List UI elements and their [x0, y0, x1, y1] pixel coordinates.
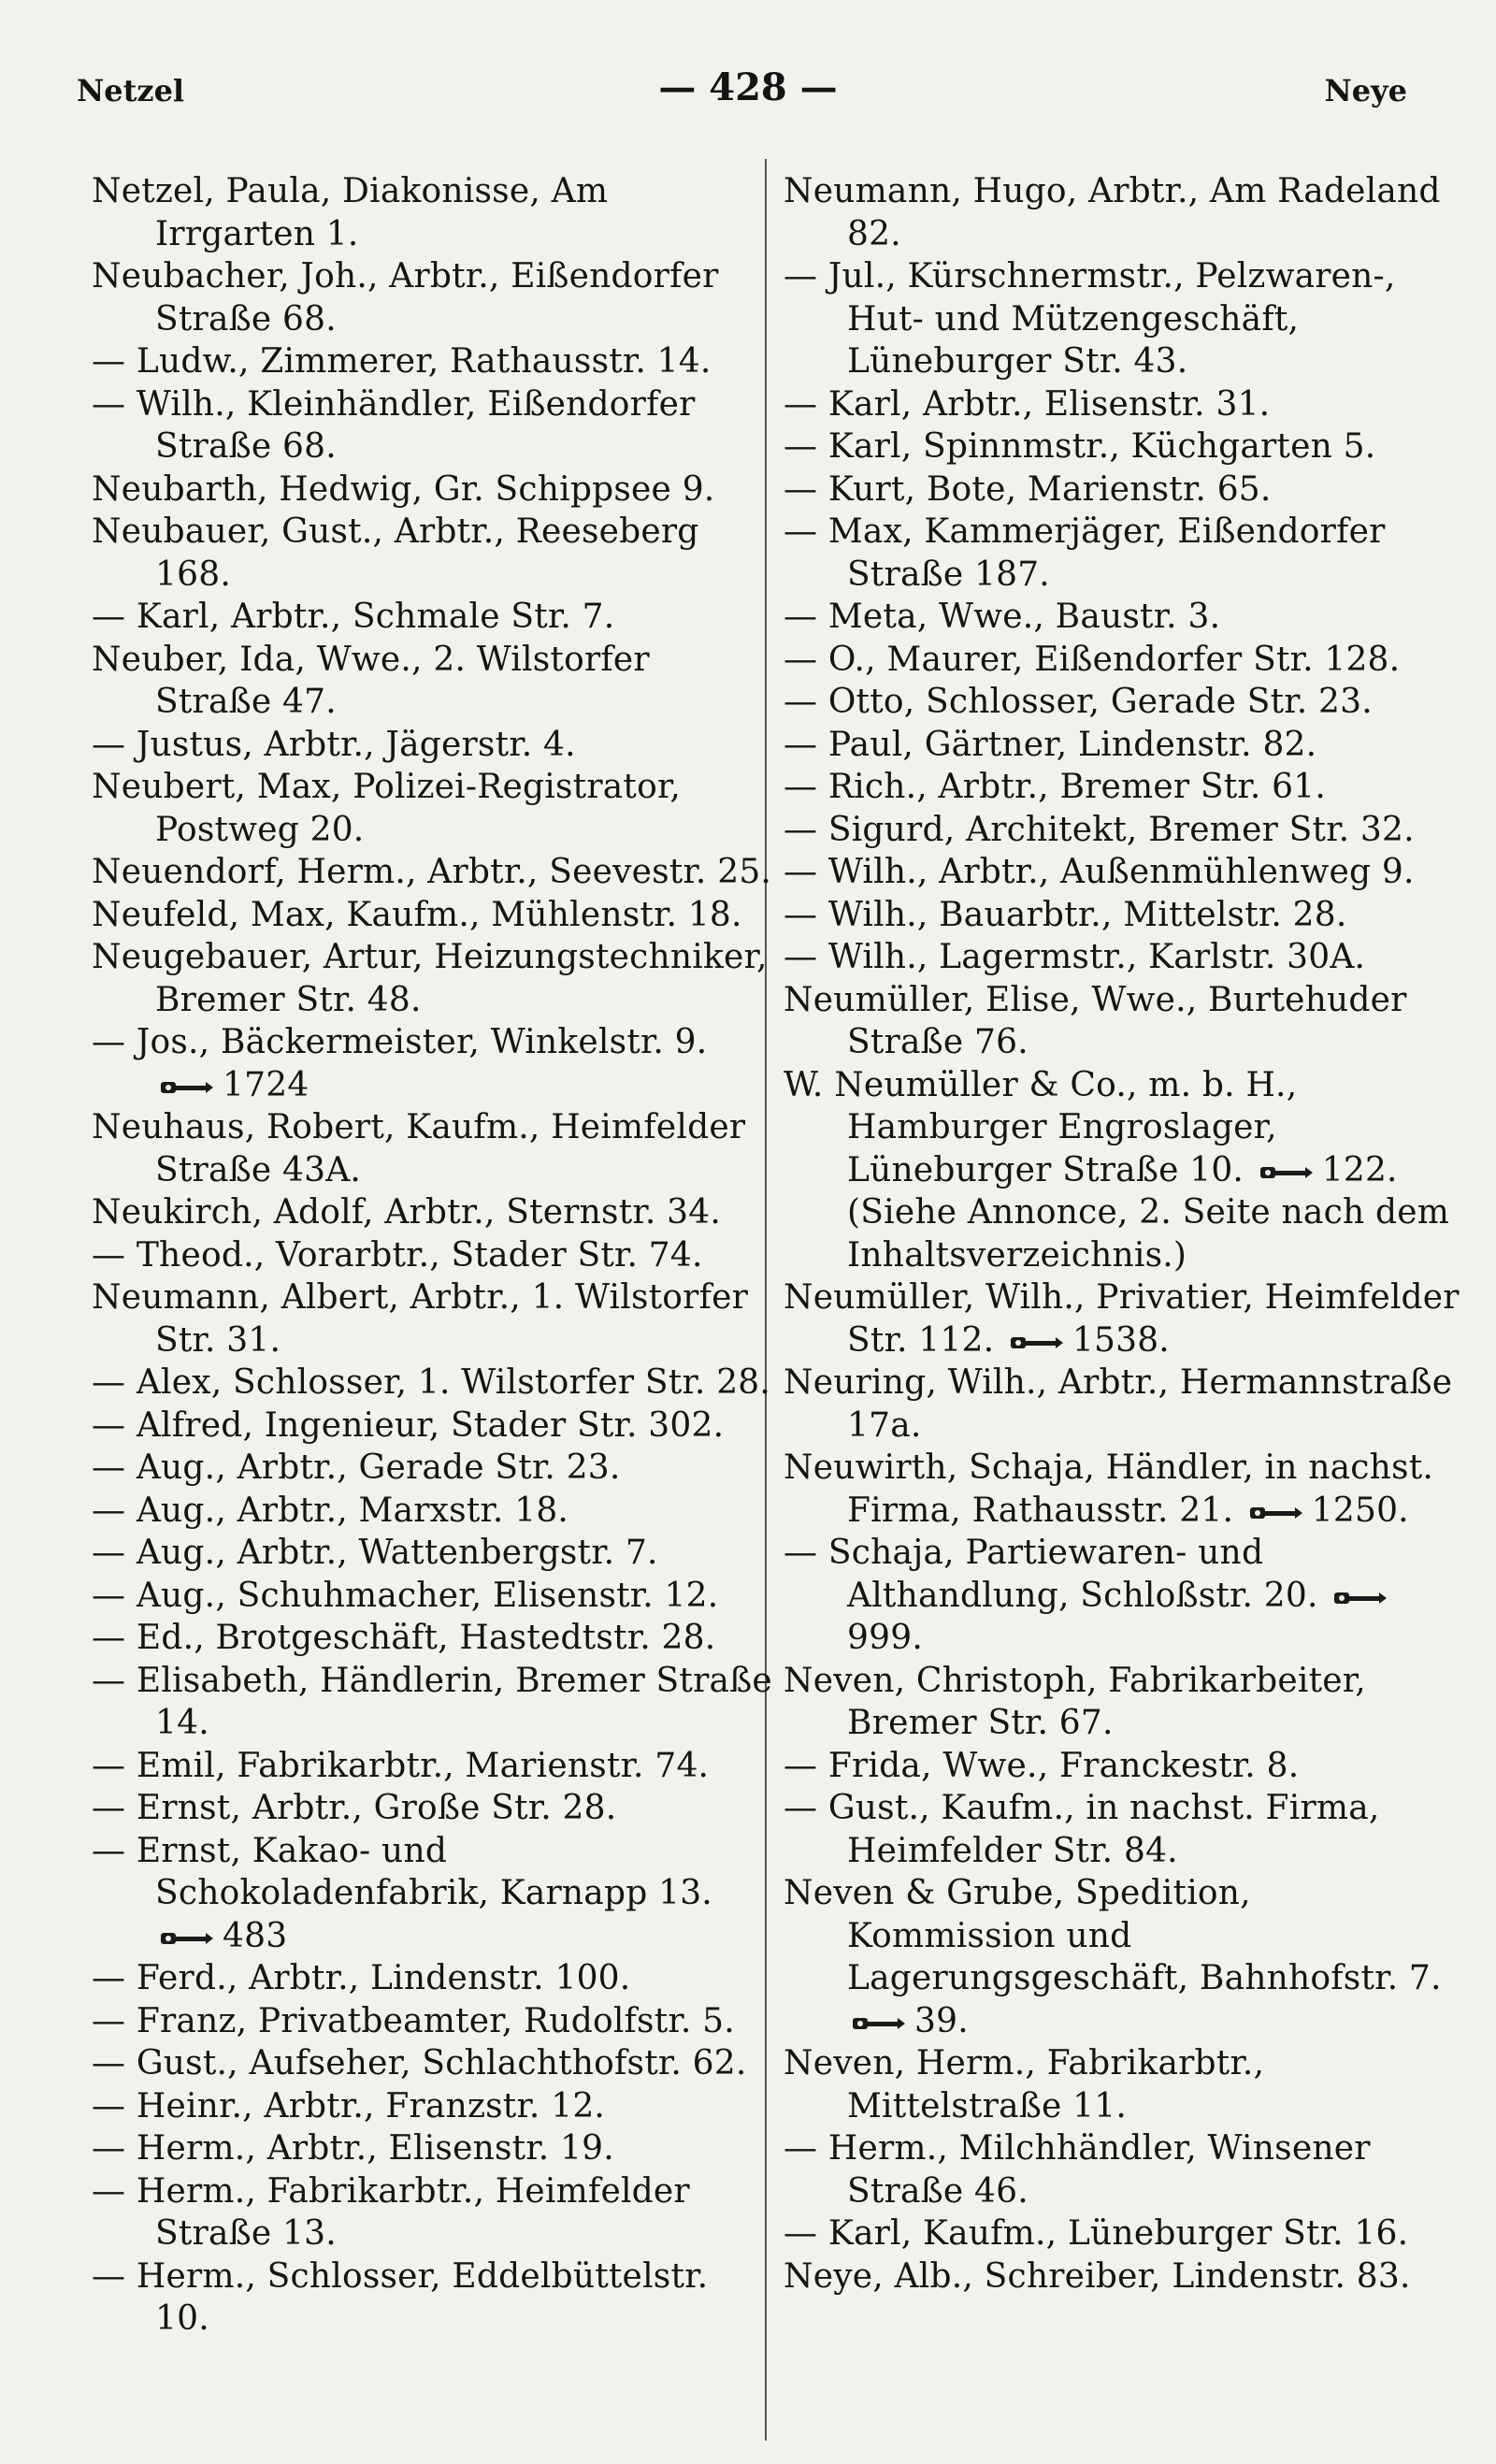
directory-entry	[784, 681, 1464, 724]
entry-text: Neumüller, Wilh., Privatier, Heimfelder Str. 112.	[784, 1278, 1460, 1360]
phone-number: 1250.	[1311, 1491, 1409, 1530]
telephone-icon	[159, 1078, 215, 1097]
entry-text: Neuring, Wilh., Arbtr., Hermannstraße 17a.	[784, 1363, 1453, 1445]
directory-entry	[92, 724, 772, 767]
directory-entry	[92, 936, 772, 1021]
entry-text: Neugebauer, Artur, Heizungstechniker, Bremer Str. 48.	[92, 938, 768, 1019]
directory-entry	[784, 1532, 1464, 1660]
directory-entry	[92, 1021, 772, 1106]
page-number: — 428 —	[658, 65, 838, 109]
entry-text: — Karl, Arbtr., Schmale Str. 7.	[92, 598, 615, 636]
entry-text: Neubarth, Hedwig, Gr. Schippsee 9.	[92, 469, 715, 509]
directory-entry	[784, 255, 1464, 383]
directory-entry	[784, 596, 1464, 639]
entry-text: — Heinr., Arbtr., Franzstr. 12.	[92, 2086, 606, 2125]
left-column	[92, 170, 772, 2341]
directory-entry	[92, 1787, 772, 1830]
entry-text: — Alfred, Ingenieur, Stader Str. 302.	[92, 1405, 725, 1445]
entry-text: Neye, Alb., Schreiber, Lindenstr. 83.	[784, 2256, 1411, 2296]
directory-entry	[784, 1872, 1464, 2042]
entry-text: — Herm., Arbtr., Elisenstr. 19.	[92, 2129, 614, 2168]
directory-entry	[784, 170, 1464, 255]
directory-entry	[784, 383, 1464, 426]
directory-entry	[92, 2000, 772, 2043]
entry-text: — Otto, Schlosser, Gerade Str. 23.	[784, 683, 1373, 721]
entry-text: — Ed., Brotgeschäft, Hastedtstr. 28.	[92, 1619, 716, 1657]
directory-entry	[92, 639, 772, 724]
entry-text: — Rich., Arbtr., Bremer Str. 61.	[784, 768, 1327, 806]
directory-entry	[92, 2042, 772, 2085]
directory-entry	[92, 2085, 772, 2128]
entry-text: — Justus, Arbtr., Jägerstr. 4.	[92, 725, 576, 764]
entry-text: — Paul, Gärtner, Lindenstr. 82.	[784, 725, 1317, 764]
directory-entry	[784, 936, 1464, 979]
entry-text: — Max, Kammerjäger, Eißendorfer Straße 187.	[784, 512, 1386, 594]
entry-text: — Elisabeth, Händlerin, Bremer Straße 14.	[92, 1661, 772, 1742]
entry-text: — Aug., Arbtr., Wattenbergstr. 7.	[92, 1534, 658, 1572]
entry-text: Neubauer, Gust., Arbtr., Reeseberg 168.	[92, 512, 699, 594]
directory-entry	[784, 979, 1464, 1064]
phone-number: 122.	[1321, 1150, 1398, 1189]
entry-text: — Wilh., Lagermstr., Karlstr. 30A.	[784, 938, 1366, 976]
entry-text: — Wilh., Kleinhändler, Eißendorfer Straße 68.	[92, 384, 696, 466]
entry-text: W. Neumüller & Co., m. b. H., Hamburger Engroslager, Lüneburger Straße 10.	[784, 1065, 1298, 1189]
phone-number: 1538.	[1072, 1320, 1170, 1360]
header-right-word: Neye	[1324, 73, 1407, 108]
telephone-icon	[1009, 1333, 1065, 1352]
directory-entry	[92, 1660, 772, 1745]
directory-entry	[92, 596, 772, 639]
directory-entry	[92, 511, 772, 596]
directory-entry	[784, 425, 1464, 468]
entry-text: — Herm., Milchhändler, Winsener Straße 46.	[784, 2129, 1371, 2211]
directory-entry	[784, 2255, 1464, 2298]
directory-entry	[784, 511, 1464, 596]
directory-entry	[92, 2170, 772, 2255]
directory-entry	[92, 766, 772, 851]
entry-text: — Jos., Bäckermeister, Winkelstr. 9.	[92, 1023, 708, 1061]
directory-entry	[784, 2042, 1464, 2127]
entry-text: — Kurt, Bote, Marienstr. 65.	[784, 469, 1272, 509]
entry-text: Neumann, Albert, Arbtr., 1. Wilstorfer Str. 31.	[92, 1278, 749, 1360]
directory-entry	[92, 1830, 772, 1958]
directory-entry	[92, 1234, 772, 1277]
directory-entry	[784, 1787, 1464, 1872]
directory-entry	[784, 724, 1464, 767]
directory-entry	[92, 1490, 772, 1533]
directory-entry	[784, 809, 1464, 852]
entry-text: — Wilh., Bauarbtr., Mittelstr. 28.	[784, 895, 1347, 934]
entry-text: Neufeld, Max, Kaufm., Mühlenstr. 18.	[92, 895, 742, 934]
entry-text: — Frida, Wwe., Franckestr. 8.	[784, 1746, 1300, 1785]
entry-text: — Theod., Vorarbtr., Stader Str. 74.	[92, 1235, 703, 1275]
directory-entry	[784, 1447, 1464, 1532]
directory-entry	[92, 1191, 772, 1234]
entry-text: — Wilh., Arbtr., Außenmühlenweg 9.	[784, 853, 1415, 891]
directory-entry	[92, 1957, 772, 2000]
directory-entry	[92, 1362, 772, 1405]
telephone-icon	[851, 2014, 907, 2033]
entry-text: — Emil, Fabrikarbtr., Marienstr. 74.	[92, 1746, 710, 1785]
right-column	[784, 170, 1464, 2298]
directory-entry	[784, 1362, 1464, 1447]
entry-text: Neubacher, Joh., Arbtr., Eißendorfer Straße 68.	[92, 257, 719, 339]
entry-text: — O., Maurer, Eißendorfer Str. 128.	[784, 640, 1401, 679]
directory-entry	[92, 255, 772, 340]
directory-entry	[92, 1447, 772, 1490]
directory-entry	[784, 894, 1464, 937]
header-left-word: Netzel	[77, 73, 185, 108]
entry-text: Neven, Herm., Fabrikarbtr., Mittelstraße 11.	[784, 2044, 1265, 2125]
directory-entry	[92, 2255, 772, 2341]
telephone-icon	[1259, 1163, 1315, 1182]
directory-entry	[92, 1575, 772, 1618]
directory-entry	[784, 851, 1464, 894]
entry-text: — Meta, Wwe., Baustr. 3.	[784, 598, 1221, 636]
entry-text: Neumann, Hugo, Arbtr., Am Radeland 82.	[784, 172, 1441, 253]
directory-entry	[784, 766, 1464, 809]
entry-text: — Gust., Aufseher, Schlachthofstr. 62.	[92, 2044, 747, 2082]
entry-text: Neuwirth, Schaja, Händler, in nachst. Firma, Rathausstr. 21.	[784, 1448, 1434, 1530]
entry-text: — Karl, Arbtr., Elisenstr. 31.	[784, 384, 1271, 424]
entry-text: — Karl, Spinnmstr., Küchgarten 5.	[784, 427, 1376, 466]
phone-number: 483	[223, 1916, 288, 1955]
directory-entry	[784, 1745, 1464, 1788]
entry-text: — Ferd., Arbtr., Lindenstr. 100.	[92, 1959, 631, 1997]
phone-number: 39.	[914, 2001, 969, 2040]
entry-text: Neuendorf, Herm., Arbtr., Seevestr. 25.	[92, 853, 772, 891]
entry-text: Neven & Grube, Spedition, Kommission und Lagerungsgeschäft, Bahnhofstr. 7.	[784, 1874, 1442, 1997]
entry-text: — Alex, Schlosser, 1. Wilstorfer Str. 28.	[92, 1363, 771, 1402]
directory-entry	[92, 1617, 772, 1660]
entry-text: Neukirch, Adolf, Arbtr., Sternstr. 34.	[92, 1193, 721, 1232]
entry-text: — Aug., Schuhmacher, Elisenstr. 12.	[92, 1576, 719, 1615]
directory-entry	[92, 340, 772, 383]
entry-text: — Aug., Arbtr., Marxstr. 18.	[92, 1491, 569, 1530]
entry-text: — Karl, Kaufm., Lüneburger Str. 16.	[784, 2214, 1409, 2253]
entry-text: — Herm., Schlosser, Eddelbüttelstr. 10.	[92, 2256, 709, 2338]
entry-text: — Schaja, Partiewaren- und Althandlung, Schloßstr. 20.	[784, 1534, 1318, 1615]
entry-text: — Jul., Kürschnermstr., Pelzwaren-, Hut- und Mützengeschäft, Lüneburger Str. 43.	[784, 257, 1396, 381]
directory-entry	[92, 2127, 772, 2170]
directory-entry	[784, 2212, 1464, 2255]
directory-entry	[92, 383, 772, 468]
directory-entry	[92, 1745, 772, 1788]
phone-number: 1724	[223, 1065, 309, 1104]
directory-entry	[784, 639, 1464, 682]
telephone-icon	[1332, 1589, 1388, 1607]
directory-entry	[92, 1405, 772, 1448]
entry-text: — Sigurd, Architekt, Bremer Str. 32.	[784, 810, 1415, 849]
entry-text: Neven, Christoph, Fabrikarbeiter, Bremer Str. 67.	[784, 1661, 1366, 1742]
directory-entry	[92, 894, 772, 937]
entry-text: Neumüller, Elise, Wwe., Burtehuder Straße 76.	[784, 980, 1407, 1061]
phone-number: 999.	[847, 1619, 923, 1657]
entry-note: (Siehe Annonce, 2. Seite nach dem Inhaltsverzeichnis.)	[847, 1193, 1450, 1275]
directory-entry	[784, 468, 1464, 512]
entry-text: Netzel, Paula, Diakonisse, Am Irrgarten 1.	[92, 172, 609, 253]
entry-text: Neuhaus, Robert, Kaufm., Heimfelder Straße 43A.	[92, 1108, 746, 1189]
directory-entry	[784, 2127, 1464, 2212]
directory-entry	[92, 1276, 772, 1362]
directory-entry	[784, 1276, 1464, 1362]
telephone-icon	[159, 1929, 215, 1948]
directory-entry	[784, 1660, 1464, 1745]
directory-entry	[92, 170, 772, 255]
entry-text: Neuber, Ida, Wwe., 2. Wilstorfer Straße 47.	[92, 640, 650, 721]
entry-text: — Ernst, Arbtr., Große Str. 28.	[92, 1789, 617, 1827]
entry-text: — Herm., Fabrikarbtr., Heimfelder Straße 13.	[92, 2171, 690, 2253]
entry-text: — Gust., Kaufm., in nachst. Firma, Heimfelder Str. 84.	[784, 1789, 1380, 1870]
entry-text: Neubert, Max, Polizei-Registrator, Postweg 20.	[92, 768, 682, 849]
directory-entry	[92, 851, 772, 894]
entry-text: — Ernst, Kakao- und Schokoladenfabrik, Karnapp 13.	[92, 1831, 712, 1912]
directory-entry	[92, 468, 772, 512]
directory-entry	[92, 1532, 772, 1575]
entry-text: — Franz, Privatbeamter, Rudolfstr. 5.	[92, 2001, 735, 2040]
telephone-icon	[1248, 1504, 1304, 1522]
directory-entry	[784, 1064, 1464, 1277]
entry-text: — Aug., Arbtr., Gerade Str. 23.	[92, 1448, 621, 1487]
entry-text: — Ludw., Zimmerer, Rathausstr. 14.	[92, 342, 712, 381]
directory-entry	[92, 1106, 772, 1191]
